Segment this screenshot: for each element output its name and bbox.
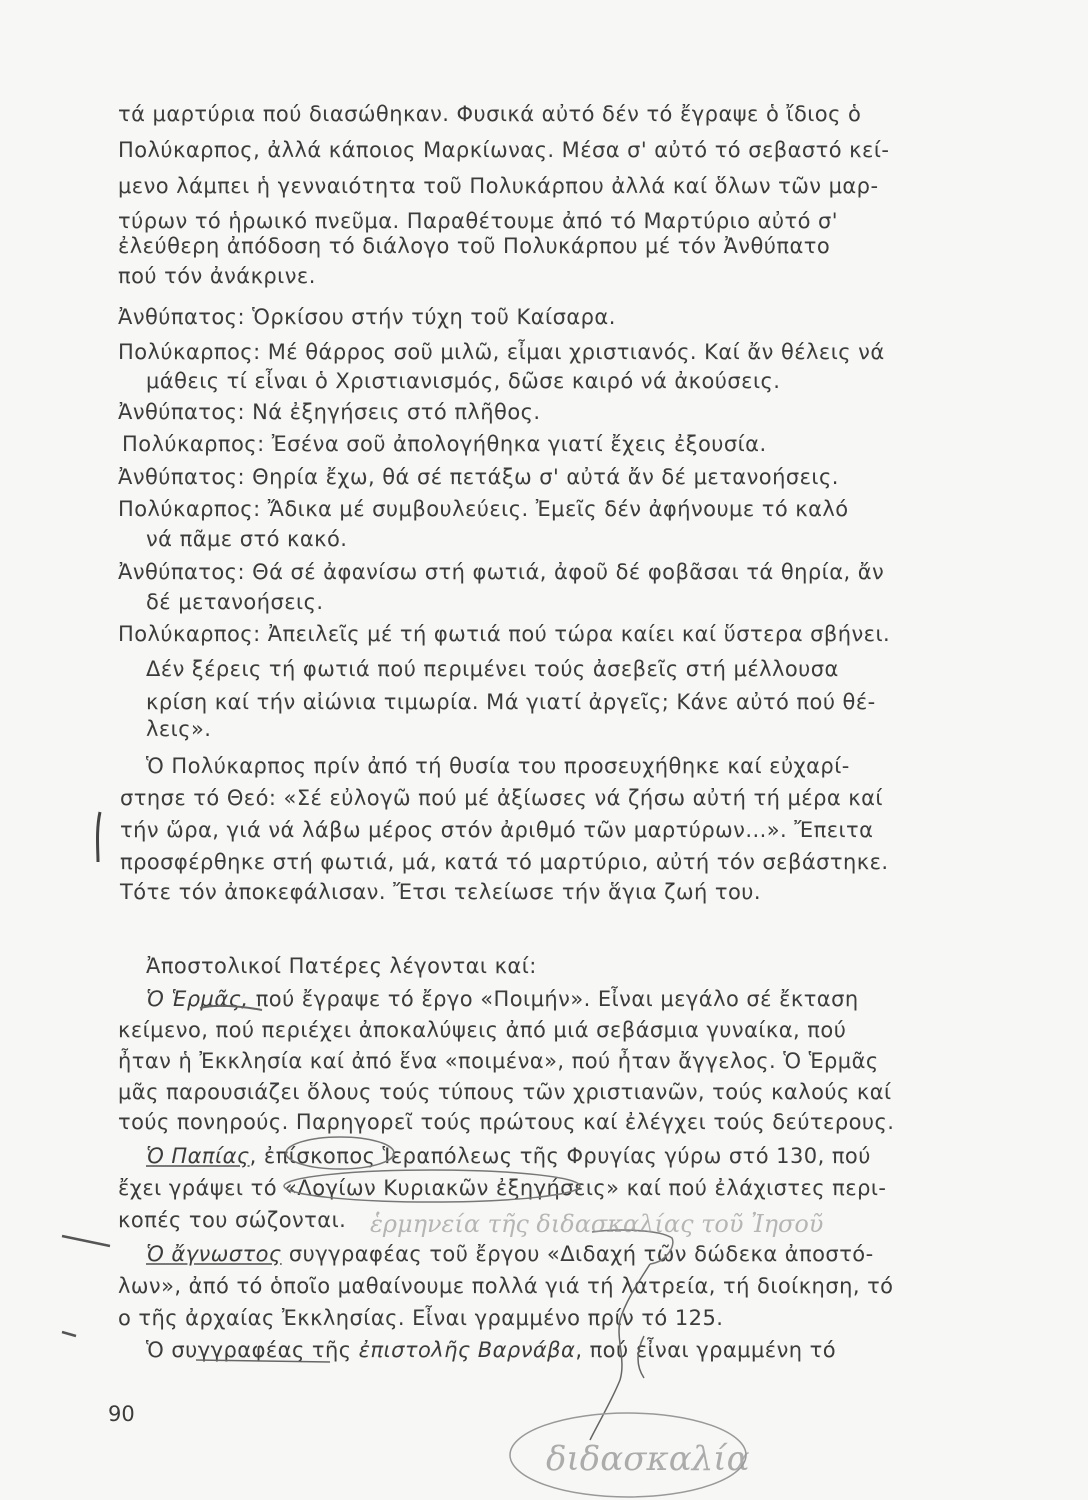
text-line: μᾶς παρουσιάζει ὅλους τούς τύπους τῶν χριστιανῶν, τούς καλούς καί [118, 1080, 892, 1104]
dialogue-line: Πολύκαρπος: Μέ θάρρος σοῦ μιλῶ, εἶμαι χριστιανός. Καί ἄν θέλεις νά [118, 340, 885, 364]
text-run: Ὁ συγγραφέας τῆς [146, 1338, 359, 1362]
dialogue-line: Ἀνθύπατος: Ὁρκίσου στήν τύχη τοῦ Καίσαρα. [118, 305, 616, 329]
text-line [146, 985, 859, 1013]
text-line: τούς πονηρούς. Παρηγορεῖ τούς πρώτους καί ἐλέγχει τούς δεύτερους. [118, 1110, 895, 1134]
text-line: ἐλεύθερη ἀπόδοση τό διάλογο τοῦ Πολυκάρπου μέ τόν Ἀνθύπατο [118, 234, 831, 258]
text-line: ἔχει γράψει τό «Λογίων Κυριακῶν ἐξηγήσεις» καί πού ἐλάχιστες περι- [118, 1176, 887, 1200]
text-run: συγγραφέας τοῦ ἔργου «Διδαχή τῶν δώδεκα ἀποστό- [281, 1242, 874, 1266]
text-line: ο τῆς ἀρχαίας Ἐκκλησίας. Εἶναι γραμμένο πρίν τό 125. [118, 1306, 724, 1330]
italic-agnostos: Ὁ ἄγνωστος [146, 1242, 282, 1266]
margin-dash [62, 1332, 76, 1336]
text-line: προσφέρθηκε στή φωτιά, μά, κατά τό μαρτύριο, αὐτή τόν σεβάστηκε. [120, 850, 889, 874]
text-line: τήν ὥρα, γιά νά λάβω μέρος στόν ἀριθμό τῶν μαρτύρων...». Ἔπειτα [120, 818, 874, 842]
text-line: κοπές του σώζονται. [118, 1208, 347, 1232]
circle-mark [510, 1413, 746, 1497]
dialogue-line: Πολύκαρπος: Ἀπειλεῖς μέ τή φωτιά πού τώρα καίει καί ὕστερα σβήνει. [118, 622, 891, 646]
text-line [146, 1240, 874, 1268]
text-run: πού ἔγραψε [248, 987, 388, 1011]
text-line [146, 1142, 871, 1170]
dialogue-line: δέ μετανοήσεις. [146, 590, 324, 614]
dialogue-line: μάθεις τί εἶναι ὁ Χριστιανισμός, δῶσε καιρό νά ἀκούσεις. [146, 369, 781, 393]
margin-bracket [98, 812, 101, 862]
handwritten-note: ἑρμηνεία τῆς διδασκαλίας τοῦ Ἰησοῦ [370, 1210, 824, 1238]
italic-papias: Ὁ Παπίας [146, 1144, 250, 1168]
dialogue-line: λεις». [146, 717, 212, 741]
text-run: , ἐπίσκοπος Ἱεραπόλεως τῆς Φρυγίας γύρω στό 130, πού [249, 1144, 871, 1168]
text-line: κείμενο, πού περιέχει ἀποκαλύψεις ἀπό μιά σεβάσμια γυναίκα, πού [118, 1018, 847, 1042]
italic-barnabas: ἐπιστολῆς Βαρνάβα [358, 1338, 576, 1362]
handwritten-word: διδασκαλία [546, 1439, 750, 1479]
text-run: τό ἔργο «Ποιμήν». Εἶναι μεγάλο σέ ἔκταση [387, 987, 859, 1011]
dialogue-line: Ἀνθύπατος: Θηρία ἔχω, θά σέ πετάξω σ' αὐτά ἄν δέ μετανοήσεις. [118, 465, 839, 489]
text-line: ἦταν ἡ Ἐκκλησία καί ἀπό ἕνα «ποιμένα», πού ἦταν ἄγγελος. Ὁ Ἑρμᾶς [118, 1049, 879, 1073]
section-heading: Ἀποστολικοί Πατέρες λέγονται καί: [146, 954, 537, 978]
text-line: μενο λάμπει ἡ γενναιότητα τοῦ Πολυκάρπου ἀλλά καί ὅλων τῶν μαρ- [118, 174, 879, 198]
dialogue-line: Ἀνθύπατος: Νά ἐξηγήσεις στό πλῆθος. [118, 400, 541, 424]
text-line: στησε τό Θεό: «Σέ εὐλογῶ πού μέ ἀξίωσες νά ζήσω αὐτή τή μέρα καί [120, 786, 883, 810]
text-line: Ὁ Πολύκαρπος πρίν ἀπό τή θυσία του προσευχήθηκε καί εὐχαρί- [146, 754, 850, 778]
text-run: , πού εἶναι γραμμένη τό [575, 1338, 837, 1362]
dialogue-line: Πολύκαρπος: Ἐσένα σοῦ ἀπολογήθηκα γιατί ἔχεις ἐξουσία. [122, 432, 767, 456]
text-line: λων», ἀπό τό ὁποῖο μαθαίνουμε πολλά γιά τή λατρεία, τή διοίκηση, τό [118, 1274, 894, 1298]
text-line: πού τόν ἀνάκρινε. [118, 264, 316, 288]
text-line: Πολύκαρπος, ἀλλά κάποιος Μαρκίωνας. Μέσα σ' αὐτό τό σεβαστό κεί- [118, 138, 890, 162]
text-line [146, 1336, 836, 1364]
page-number: 90 [108, 1402, 135, 1426]
margin-dash [62, 1236, 110, 1246]
dialogue-line: Ἀνθύπατος: Θά σέ ἀφανίσω στή φωτιά, ἀφοῦ δέ φοβᾶσαι τά θηρία, ἄν [118, 560, 885, 584]
text-line: τύρων τό ἡρωικό πνεῦμα. Παραθέτουμε ἀπό τό Μαρτύριο αὐτό σ' [118, 209, 838, 233]
dialogue-line: κρίση καί τήν αἰώνια τιμωρία. Μά γιατί ἀργεῖς; Κάνε αὐτό πού θέ- [146, 690, 876, 714]
dialogue-line: Πολύκαρπος: Ἄδικα μέ συμβουλεύεις. Ἐμεῖς δέν ἀφήνουμε τό καλό [118, 497, 849, 521]
text-line: Τότε τόν ἀποκεφάλισαν. Ἔτσι τελείωσε τήν ἅγια ζωή του. [120, 880, 762, 904]
text-line: τά μαρτύρια πού διασώθηκαν. Φυσικά αὐτό δέν τό ἔγραψε ὁ ἴδιος ὁ [118, 102, 862, 126]
dialogue-line: Δέν ξέρεις τή φωτιά πού περιμένει τούς ἀσεβεῖς στή μέλλουσα [146, 657, 839, 681]
dialogue-line: νά πᾶμε στό κακό. [146, 527, 348, 551]
italic-hermas: Ὁ Ἑρμᾶς, [146, 987, 249, 1011]
